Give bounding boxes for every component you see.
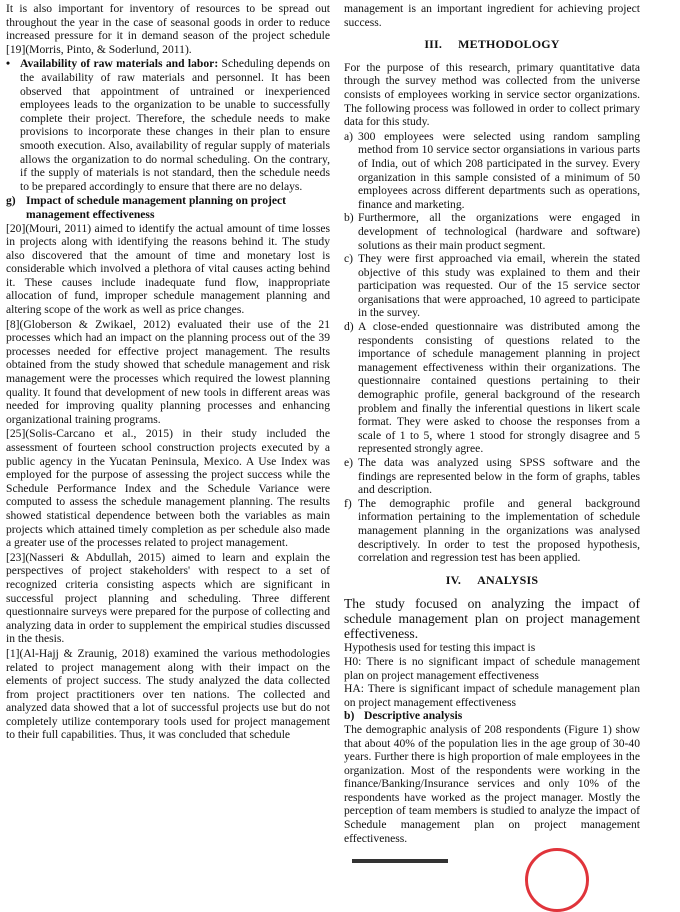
list-item-label: e): [344, 456, 354, 469]
paragraph-continuation: management is an important ingredient for achieving project success.: [344, 2, 640, 29]
list-item-text: The demographic profile and general background information pertaining to the implementation of schedule management planning in the organizations was analysed descriptively. In order to test the proposed hypothesis, correlation and regression test has been applied.: [358, 496, 640, 565]
right-column: [344, 2, 640, 845]
paragraph-globerson: [8](Globerson & Zwikael, 2012) evaluated their use of the 21 processes which had an impact on the planning process out of the 39 processes needed for effective project management. The results obtained from the study showed that schedule management and risk management were the processes which required the lowest planning quality. It found that development of new tools in different areas was needed for improving quality planning processes and enhancing organizational training programs.: [6, 317, 330, 426]
hypothesis-null: H0: There is no significant impact of schedule management plan on project management effectiveness: [344, 654, 640, 682]
section-heading-methodology: [344, 38, 640, 52]
paragraph-descriptive: The demographic analysis of 208 respondents (Figure 1) show that about 40% of the population lies in the age group of 30-40 years. Further there is high proportion of male employees in the organization. Most of the respondents were working in the finance/Banking/Insurance services and only 10% of the respondents have worked as the project manager. Mostly the perception of team members is studied to analyze the impact of Schedule management plan on project management effectiveness.: [344, 722, 640, 845]
paragraph-hypothesis-intro: Hypothesis used for testing this impact is: [344, 641, 536, 655]
list-item: [344, 130, 640, 212]
stamp-seal-icon: [525, 848, 589, 912]
list-item-text: A close-ended questionnaire was distributed among the respondents consisting of questions related to the importance of schedule management planning in project management effectiveness within their organizations. The questionnaire contained questions pertaining to their demographic profile, general background of the research problem and finally the inferential questions in likert scale format. They were asked to choose the responses from a scale of 1 to 5, where 1 stood for strongly disagree and 5 represented strongly agree.: [358, 320, 640, 456]
left-column: [6, 2, 330, 743]
subsection-label: b): [344, 709, 355, 723]
paragraph-method-intro: For the purpose of this research, primary quantitative data through the survey method was collected from the universe consists of employees working in service sector organizations. The following process was followed in order to collect primary data for this study.: [344, 60, 640, 129]
list-item-label: c): [344, 252, 354, 266]
list-item: [344, 497, 640, 565]
paragraph-alhajj: [1](Al-Hajj & Zraunig, 2018) examined the various methodologies related to project management along with their impact on the elements of project success. The study analyzed the data collected from project practitioners over ten nations. The collected and analyzed data showed that a lot of successful projects use but do not completely utilize contemporary tools used for project management to their full capabilities. Thus, it was concluded that schedule: [6, 646, 330, 742]
bullet-dot-icon: •: [6, 57, 11, 71]
footer-bar: [352, 859, 448, 863]
paragraph-inventory: It is also important for inventory of resources to be spread out throughout the year in the case of seasonal goods in order to reduce increased pressure for it in demand season of the project schedule [19](Morris, Pinto, & Soderlund, 2011).: [6, 2, 330, 56]
paragraph-solis: [25](Solis-Carcano et al., 2015) in their study included the assessment of fourteen school construction projects executed by a public agency in the Yucatan Peninsula, Mexico. A Use Index was employed for the purpose of assessing the project success while the Schedule Performance Index and the Schedule Variance were computed to assess the schedule management planning. The results showed statistical dependence between both the variables as main projects which attained timely completion as per schedule also made a greater use of the processes related to project management.: [6, 427, 330, 550]
list-item-label: a): [344, 129, 354, 143]
list-item-label: b): [344, 211, 354, 225]
section-title: METHODOLOGY: [458, 37, 560, 52]
list-item: [344, 320, 640, 456]
paragraph-mouri: [20](Mouri, 2011) aimed to identify the actual amount of time losses in projects along with identifying the reasons behind it. The study also discovered that the amount of time and monetary lost is considerable which involved a plethora of vital causes acting behind it. These causes include inadequate fund flow, inappropriate allocation of fund, improper schedule management planning and altering scope of the work as well as price changes.: [6, 221, 330, 317]
list-item: [344, 456, 640, 497]
paragraph-nasseri: [23](Nasseri & Abdullah, 2015) aimed to learn and explain the perspectives of project stakeholders' with respect to a set of recognized criteria consisting aspects which are significant in successful project planning and scheduling. Three different questionnaire surveys were prepared for the purpose of collecting and analyzing data in order to supplement the empirical studies discussed in the thesis.: [6, 550, 330, 646]
list-item-label: f): [344, 496, 352, 510]
list-item-label: d): [344, 320, 354, 334]
section-number: IV.: [445, 572, 462, 587]
section-title: ANALYSIS: [477, 572, 539, 587]
subsection-title: Impact of schedule management planning on project management effectiveness: [26, 194, 287, 221]
paragraph-analysis-intro: The study focused on analyzing the impact of schedule management plan on project management effectiveness.: [344, 596, 640, 642]
bullet-title: Availability of raw materials and labor:: [20, 57, 219, 71]
bullet-raw-materials: [6, 57, 330, 193]
list-item: [344, 252, 640, 320]
subsection-g-heading: [6, 194, 330, 221]
list-item-text: Furthermore, all the organizations were engaged in development of technological (hardware and software) solutions as their main product segment.: [358, 211, 640, 252]
section-heading-analysis: [344, 574, 640, 588]
subsection-title: Descriptive analysis: [364, 709, 463, 723]
section-number: III.: [424, 37, 443, 52]
list-item-text: They were first approached via email, wherein the stated objective of this study was explained to them and their participation was requested. Our of the 15 service sector organisations that were approached, 10 agreed to participate in the survey.: [358, 252, 640, 320]
hypothesis-alternative: HA: There is significant impact of schedule management plan on project management effectiveness: [344, 682, 640, 709]
bullet-body: [20, 57, 330, 193]
subsection-label: g): [6, 194, 16, 208]
list-item: [344, 211, 640, 252]
list-item-text: The data was analyzed using SPSS software and the findings are represented below in the form of graphs, tables and description.: [358, 456, 640, 497]
subsection-b-heading: [344, 709, 640, 723]
list-item-text: 300 employees were selected using random sampling method from 10 service sector organsiations in various parts of India, out of which 208 participated in the survey. Every organization in this sample consisted of a minimum of 50 employees across different departments such as operations, finance and marketing.: [358, 129, 640, 211]
bullet-text: Scheduling depends on the availability of raw materials and personnel. It has been observed that appointment of untrained or inexperienced employees leads to the organization to be unable to successfully complete their project. Therefore, the schedule needs to make provisions to incorporate these changes in their plan to ensure smooth execution. Also, availability of regular supply of materials allows the organization to do normal scheduling. On the contrary, if the supply of materials is not standard, then the schedule needs to be prepared accordingly to ensure that there are no delays.: [20, 57, 330, 193]
